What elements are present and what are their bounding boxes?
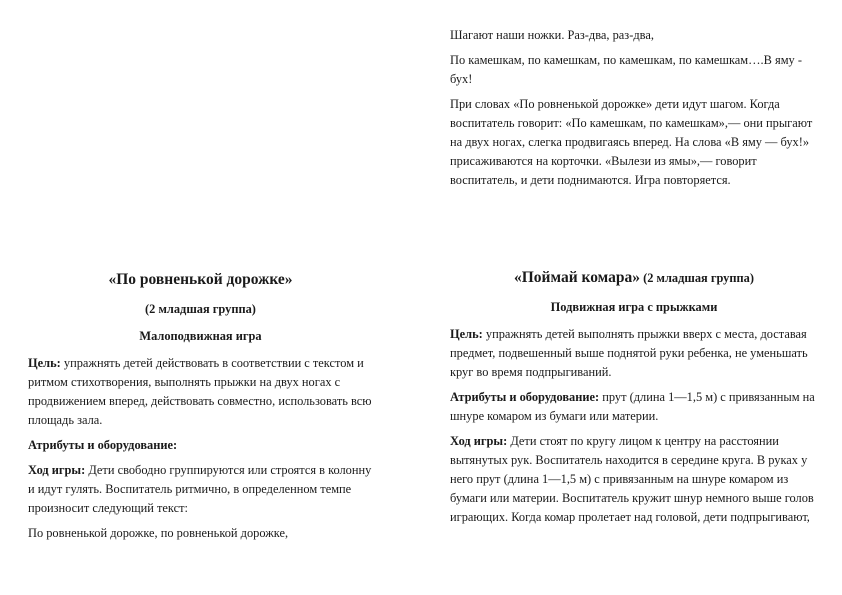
verse-line-pebbles: По камешкам, по камешкам, по камешкам, по камешкам….В яму - бух! bbox=[450, 53, 802, 86]
right-game-attributes bbox=[450, 388, 818, 426]
verse-line-steps: Шагают наши ножки. Раз-два, раз-два, bbox=[450, 28, 654, 42]
left-game-course bbox=[28, 461, 373, 518]
left-game-goal bbox=[28, 354, 373, 430]
goal-text: упражнять детей действовать в соответствии с текстом и ритмом стихотворения, выполнять прыжки на двух ногах с продвижением вперед, действовать совместно, использовать всю площадь зала. bbox=[28, 356, 372, 427]
goal-label: Цель: bbox=[28, 356, 61, 370]
left-game-group: (2 младшая группа) bbox=[145, 302, 256, 316]
left-game-attributes bbox=[28, 436, 373, 455]
right-game-section bbox=[450, 268, 818, 533]
attributes-label: Атрибуты и оборудование: bbox=[450, 390, 600, 404]
left-game-verse-line: По ровненькой дорожке, по ровненькой дорожке, bbox=[28, 526, 289, 540]
right-top-continuation bbox=[450, 26, 818, 196]
left-game-title: «По ровненькой дорожке» bbox=[108, 271, 293, 288]
right-game-title: «Поймай комара» bbox=[514, 269, 640, 286]
right-game-course bbox=[450, 432, 818, 527]
course-label: Ход игры: bbox=[28, 463, 86, 477]
left-game-section bbox=[28, 270, 373, 549]
goal-text: упражнять детей выполнять прыжки вверх с места, доставая предмет, подвешенный выше поднятой руки ребенка, не уменьшать круг во время подпрыгиваний. bbox=[450, 327, 808, 379]
goal-label: Цель: bbox=[450, 327, 483, 341]
right-game-title-line bbox=[450, 268, 818, 288]
attributes-label: Атрибуты и оборудование: bbox=[28, 438, 178, 452]
game-description-paragraph: При словах «По ровненькой дорожке» дети идут шагом. Когда воспитатель говорит: «По камешкам, по камешкам»,— они прыгают на двух ногах, слегка продвигаясь вперед. На слова «В яму — бух!» присаживаются на корточки. «Вылези из ямы»,— говорит воспитатель, и дети поднимаются. Игра повторяется. bbox=[450, 97, 813, 187]
course-text: Дети свободно группируются или строятся в колонну и идут гулять. Воспитатель ритмично, в определенном темпе произносит следующий текст: bbox=[28, 463, 372, 515]
course-text: Дети стоят по кругу лицом к центру на расстоянии вытянутых рук. Воспитатель находится в середине круга. В руках у него прут (длина 1—1,5 м) с привязанным на шнуре комаром из бумаги или материи. Воспитатель кружит шнур немного выше голов играющих. Когда комар пролетает над головой, дети подпрыгивают, bbox=[450, 434, 814, 524]
course-label: Ход игры: bbox=[450, 434, 508, 448]
right-game-goal bbox=[450, 325, 818, 382]
left-game-type: Малоподвижная игра bbox=[139, 329, 262, 343]
right-game-group: (2 младшая группа) bbox=[640, 271, 754, 285]
right-game-type: Подвижная игра с прыжками bbox=[550, 300, 718, 314]
attributes-text: прут (длина 1—1,5 м) с привязанным на шнуре комаром из бумаги или материи. bbox=[450, 390, 815, 423]
